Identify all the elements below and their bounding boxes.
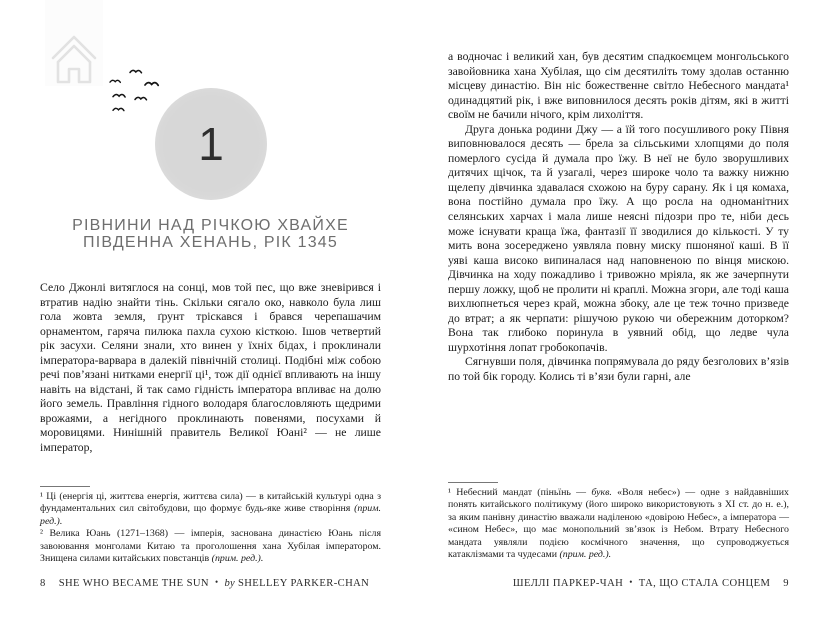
left-footnotes: [40, 491, 381, 565]
bullet-separator: •: [629, 577, 633, 587]
page-number: 8: [40, 578, 46, 589]
footnote-separator: [40, 486, 90, 487]
footnote-text: ¹ Небесний мандат (піньїнь —: [448, 487, 592, 498]
footnote-1: [448, 487, 789, 561]
paragraph: а водночас і великий хан, був десятим спадкоємцем монгольського завойовника хана Хубілая, що сім десятиліть тому здолав останню місцеву династію. Він ніс божественне світло Небесного мандата¹ одинадцятий рік, і вже виповнилося десять років дітям, які в житті своїм не бачили нічого, крім лихоліття.: [448, 50, 789, 122]
footnote-literal-label: букв.: [591, 487, 612, 498]
chapter-title: [40, 217, 381, 251]
footnote-1: [40, 491, 381, 528]
chapter-title-line-2: ПІВДЕННА ХЕНАНЬ, РІК 1345: [83, 234, 338, 251]
chapter-number: 1: [198, 118, 224, 170]
left-running-footer: [40, 577, 381, 589]
right-body-text: [448, 50, 789, 385]
footnote-editor-note: (прим. ред.).: [211, 553, 264, 565]
paragraph: Друга донька родини Джу — а їй того посушливого року Півня виповнювалося десять — брела за сільськими хлопцями до поля померлого сусіда й думала про їжу. В неї не було зворушливих дитячих щічок, та й узагалі, через широке чоло та важку нижню щелепу дівчинка здавалася схожою на буру сарану. Як і ця комаха, вона постійно думала про їжу. А що росла на одноманітних селянських харчах і мала лише неясні підозри про те, ніби десь може існувати краща їжа, фантазії її зводилися до кількості. У ту мить вона зосереджено уявляла повну миску пшоняної каші. В її уяві каша високо випиналася над наповненою по вінця мискою. Дівчинка на ходу пожадливо і тривожно мріяла, як же зачерпнути першу ложку, щоб не пролити ні краплі. Можна згори, але тоді каша вихлюпнеться через край, можна збоку, але це теж точно призведе до втрат; а як черпати: рішучою рукою чи обережним доторком? Вона так глибоко поринула в уявний обід, що ледве чула шурхотіння лопат гробокопачів.: [448, 122, 789, 354]
footnote-text: ¹ Ці (енергія ці, життєва енергія, життєва сила) — в китайській культурі одна з фундаментальних сил світобудови, що формує будь-яке живе створіння: [40, 491, 381, 515]
chapter-number-badge: [155, 88, 267, 200]
home-icon: [45, 0, 103, 86]
left-body-text: [40, 281, 381, 456]
footnote-2: [40, 528, 381, 565]
footnote-editor-note: (прим. ред.).: [40, 503, 381, 527]
paragraph: Сягнувши поля, дівчинка попрямувала до ряду безголових в’язів по той бік городу. Колись ті в’язи були гарні, але: [448, 355, 789, 384]
right-running-footer: [448, 577, 789, 589]
footnote-editor-note: (прим. ред.).: [559, 549, 612, 561]
right-footnotes: [448, 487, 789, 561]
author-name-translated: ШЕЛЛІ ПАРКЕР-ЧАН: [512, 578, 624, 589]
page-number: 9: [783, 578, 789, 589]
book-title-translated: ТА, ЩО СТАЛА СОНЦЕМ: [638, 578, 771, 589]
footnote-text: ² Велика Юань (1271–1368) — імперія, заснована династією Юань після завоювання монголами Китаю та проголошення хана Хубілая імператором. Знищена силами китайських повстанців: [40, 528, 381, 565]
byline-prefix: by: [224, 578, 235, 589]
right-page: [448, 0, 789, 618]
birds-icon: [102, 66, 172, 116]
bullet-separator: •: [214, 577, 219, 587]
left-page: [40, 0, 381, 618]
home-button[interactable]: [45, 0, 103, 86]
book-title-original: SHE WHO BECAME THE SUN: [58, 578, 209, 589]
footnote-separator: [448, 482, 498, 483]
author-name-original: SHELLEY PARKER-CHAN: [237, 578, 370, 589]
footnote-text: «Воля небес») — одне з найдавніших понять китайського політикуму (його широко використовують з XI ст. до н. е.), за яким панівну династію вважали наділеною «довірою Небес», а імператора — «сином Небес», що має монопольний зв’язок із Небом. Втрату Небесного мандата уявляли подією космічного значення, що супроводжується катаклізмами та чудесами: [448, 487, 789, 561]
paragraph: Село Джонлі витяглося на сонці, мов той пес, що вже зневірився і втратив надію знайти тінь. Скільки сягало око, навколо була лиш гола жовта земля, ґрунт тріскався і брався черепашачим орнаментом, гаряча пилюка пахла сухою кісткою. Ішов четвертий рік засухи. Селяни знали, хто винен у їхніх бідах, і проклинали імператора-варвара в далекій північній столиці. Подібні між собою речі пов’язані нитками енергії ці¹, тож дії однієї впливають на іншу навіть на відстані, й так само гідність імператора впливає на долю його земель. Правління гідного володаря благословляють щедрими врожаями, а негідного проклинають повенями, посухами й моровицями. Нинішній правитель Великої Юані² — не лише імператор,: [40, 281, 381, 455]
chapter-title-line-1: РІВНИНИ НАД РІЧКОЮ ХВАЙХЕ: [72, 217, 349, 234]
